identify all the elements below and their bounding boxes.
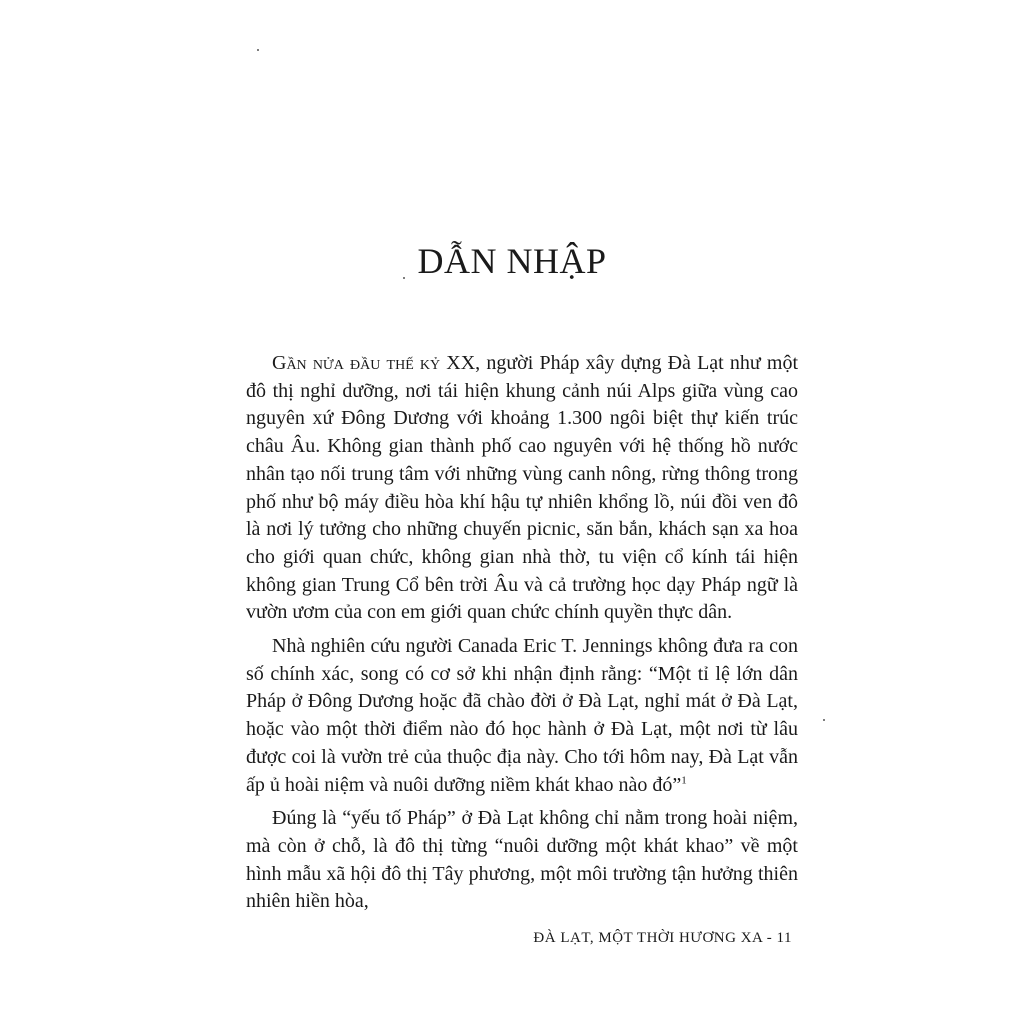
paragraph-lead-in: Gần nửa đầu thế kỷ (272, 352, 441, 374)
paragraph-text: XX, người Pháp xây dựng Đà Lạt như một đô thị nghỉ dưỡng, nơi tái hiện khung cảnh núi Alps giữa vùng cao nguyên xứ Đông Dương với khoảng 1.300 ngôi biệt thự kiến trúc châu Âu. Không gian thành phố cao nguyên với hệ thống hồ nước nhân tạo nối trung tâm với những vùng canh nông, rừng thông trong phố như bộ máy điều hòa khí hậu tự nhiên khổng lồ, núi đồi ven đô là nơi lý tưởng cho những chuyến picnic, săn bắn, khách sạn xa hoa cho giới quan chức, không gian nhà thờ, tu viện cổ kính tái hiện không gian Trung Cổ bên trời Âu và cả trường học dạy Pháp ngữ là vườn ươm của con em giới quan chức chính quyền thực dân. (246, 352, 798, 624)
print-speck (823, 719, 825, 721)
paragraph-text: Đúng là “yếu tố Pháp” ở Đà Lạt không chỉ nằm trong hoài niệm, mà còn ở chỗ, là đô thị từng “nuôi dưỡng một khát khao” về một hình mẫu xã hội đô thị Tây phương, một môi trường tận hưởng thiên nhiên hiền hòa, (246, 807, 798, 913)
page-number: 11 (776, 930, 792, 946)
footer-separator: - (766, 930, 773, 946)
chapter-title: DẪN NHẬP (417, 241, 607, 281)
footnote-reference[interactable]: 1 (681, 773, 687, 786)
body-text (246, 350, 798, 922)
running-title: ĐÀ LẠT, MỘT THỜI HƯƠNG XA (533, 930, 763, 946)
paragraph-text: Nhà nghiên cứu người Canada Eric T. Jennings không đưa ra con số chính xác, song có cơ sở khi nhận định rằng: “Một tỉ lệ lớn dân Pháp ở Đông Dương hoặc đã chào đời ở Đà Lạt, nghỉ mát ở Đà Lạt, hoặc vào một thời điểm nào đó học hành ở Đà Lạt, một nơi từ lâu được coi là vườn trẻ của thuộc địa này. Cho tới hôm nay, Đà Lạt vẫn ấp ủ hoài niệm và nuôi dưỡng niềm khát khao nào đó” (246, 635, 798, 796)
paragraph-2 (246, 633, 798, 799)
paragraph-3 (246, 805, 798, 916)
running-footer (400, 930, 792, 947)
print-speck (257, 49, 259, 51)
paragraph-1 (246, 350, 798, 627)
